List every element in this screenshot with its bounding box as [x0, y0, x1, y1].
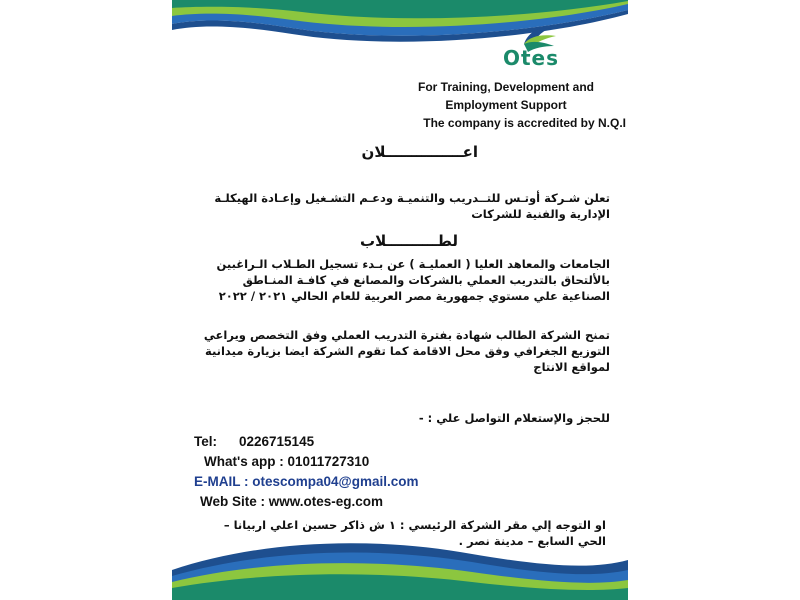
bottom-wave-decoration: [172, 530, 628, 600]
phone-row: [194, 432, 494, 452]
email-row: E-MAIL : otescompa04@gmail.com: [194, 474, 419, 489]
company-tagline: [386, 78, 626, 132]
flyer-page: [172, 0, 628, 600]
booking-line: للحجز والإستعلام التواصل علي : -: [418, 411, 610, 425]
students-paragraph: الجامعات والمعاهد العليا ( العمليـة ) عن بـدء تسجيل الطـلاب الـراغبين بالألتحاق بالتدريب العملي بالشركات والمصانع في كافـة المنـاطق الصناعية علي مستوي جمهورية مصر العربية للعام الحالي ٢٠٢١ / ٢٠٢٢: [216, 257, 610, 303]
phone-label: Tel:: [194, 434, 217, 449]
students-title-text: لطــــــــــلاب: [360, 232, 458, 250]
phone-number: 0226715145: [239, 434, 315, 449]
tagline-line-1: For Training, Development and: [417, 80, 595, 94]
website-row: Web Site : www.otes-eg.com: [200, 494, 384, 509]
whatsapp-row: What's app : 01011727310: [204, 454, 370, 469]
intro-paragraph: تعلن شـركة أوتـس للتــدريب والتنميـة ودعـم التشـغيل وإعـادة الهيكلـة الإدارية والفنية للشركات: [214, 191, 610, 221]
logo-wordmark: Otes: [502, 46, 560, 70]
announcement-title-text: اعـــــــــــــــلان: [361, 143, 478, 161]
contact-block: [194, 432, 494, 512]
tagline-line-2: Employment Support: [445, 98, 567, 112]
certificate-paragraph: تمنح الشركة الطالب شهادة بفترة التدريب العملي وفق التخصص ويراعي التوزيع الجغرافي وفق محل الاقامة كما تقوم الشركة ايضا بزيارة ميدانية لمواقع الانتاج: [203, 328, 610, 374]
address-paragraph: او التوجه إلي مقر الشركة الرئيسي : ١ ش ذاكر حسين اعلي اربيانا – الحي السابع – مدينة نصر .: [223, 518, 606, 548]
accreditation-line: The company is accredited by N.Q.I: [423, 116, 626, 130]
students-title: [360, 232, 458, 250]
announcement-title: [362, 143, 478, 161]
